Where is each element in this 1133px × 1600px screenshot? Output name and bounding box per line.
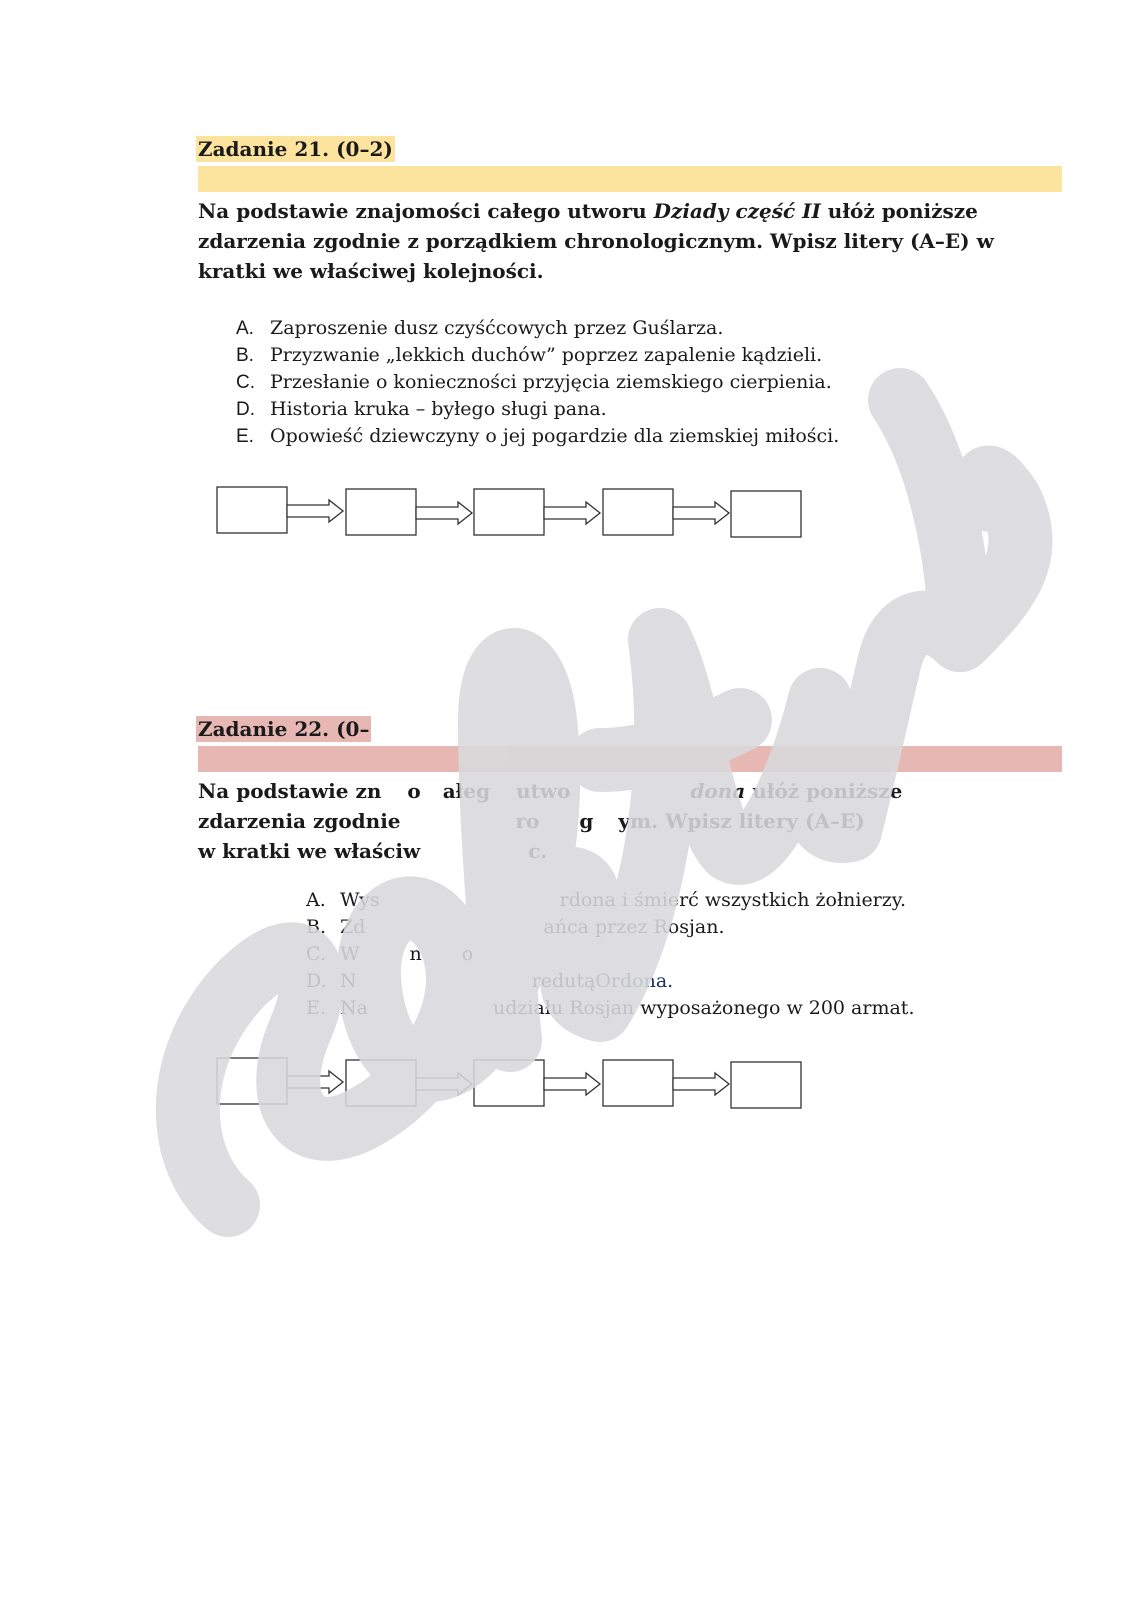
task-21-bar — [198, 166, 1062, 192]
answer-box-2[interactable] — [346, 1060, 416, 1106]
option-item: A. Zaproszenie dusz czyśćcowych przez Guślarza. — [236, 317, 724, 339]
answer-box-1[interactable] — [217, 1058, 287, 1104]
arrow-icon — [416, 1073, 472, 1095]
answer-box-3[interactable] — [474, 489, 544, 535]
answer-box-5[interactable] — [731, 491, 801, 537]
task-22-instruction: Na podstawie zn o ałeg utwo dona ułóż poniższe zdarzenia zgodnie ro g ym. Wpisz litery (A–E) w kratki we właściw c. — [198, 779, 903, 863]
option-item: B. Przyzwanie „lekkich duchów” poprzez zapalenie kądzieli. — [236, 344, 823, 366]
arrow-icon — [544, 502, 600, 524]
option-item: C. Przesłanie o konieczności przyjęcia ziemskiego cierpienia. — [236, 371, 832, 393]
arrow-icon — [544, 1073, 600, 1095]
option-item: E. Opowieść dziewczyny o jej pogardzie dla ziemskiej miłości. — [236, 425, 840, 447]
option-item: E. Na udziału Rosjan wyposażonego w 200 armat. — [306, 997, 915, 1019]
option-item: B. Zd ańca przez Rosjan. — [306, 916, 725, 938]
option-item: A. Wys rdona i śmierć wszystkich żołnierzy. — [306, 889, 907, 911]
arrow-icon — [287, 1071, 343, 1093]
answer-box-5[interactable] — [731, 1062, 801, 1108]
task-22-work-title: dona — [690, 779, 746, 803]
arrow-icon — [673, 1073, 729, 1095]
option-item: D. N redutą Ordona. — [306, 970, 674, 992]
option-item: D. Historia kruka – byłego sługi pana. — [236, 398, 607, 420]
option-item: C. W n o — [306, 943, 474, 965]
answer-box-4[interactable] — [603, 1060, 673, 1106]
answer-box-4[interactable] — [603, 489, 673, 535]
task-21-title: Zadanie 21. (0–2) — [198, 137, 393, 161]
answer-box-3[interactable] — [474, 1060, 544, 1106]
task-22-answer-sequence — [216, 1057, 816, 1113]
task-21-work-title: Dziady część II — [653, 199, 821, 223]
task-22 — [198, 716, 1060, 742]
arrow-icon — [416, 502, 472, 524]
task-21-answer-sequence — [216, 486, 816, 542]
answer-box-1[interactable] — [217, 487, 287, 533]
task-21-options — [236, 315, 839, 450]
task-22-title: Zadanie 22. (0– — [198, 717, 370, 741]
arrow-icon — [287, 500, 343, 522]
task-21-instruction: Na podstawie znajomości całego utworu Dziady część II ułóż poniższe zdarzenia zgodnie z porządkiem chronologicznym. Wpisz litery (A–E) w kratki we właściwej kolejności. — [198, 199, 994, 283]
task-21 — [198, 136, 1060, 162]
arrow-icon — [673, 502, 729, 524]
task-22-bar — [198, 746, 1062, 772]
task-22-options — [306, 887, 914, 1022]
answer-box-2[interactable] — [346, 489, 416, 535]
